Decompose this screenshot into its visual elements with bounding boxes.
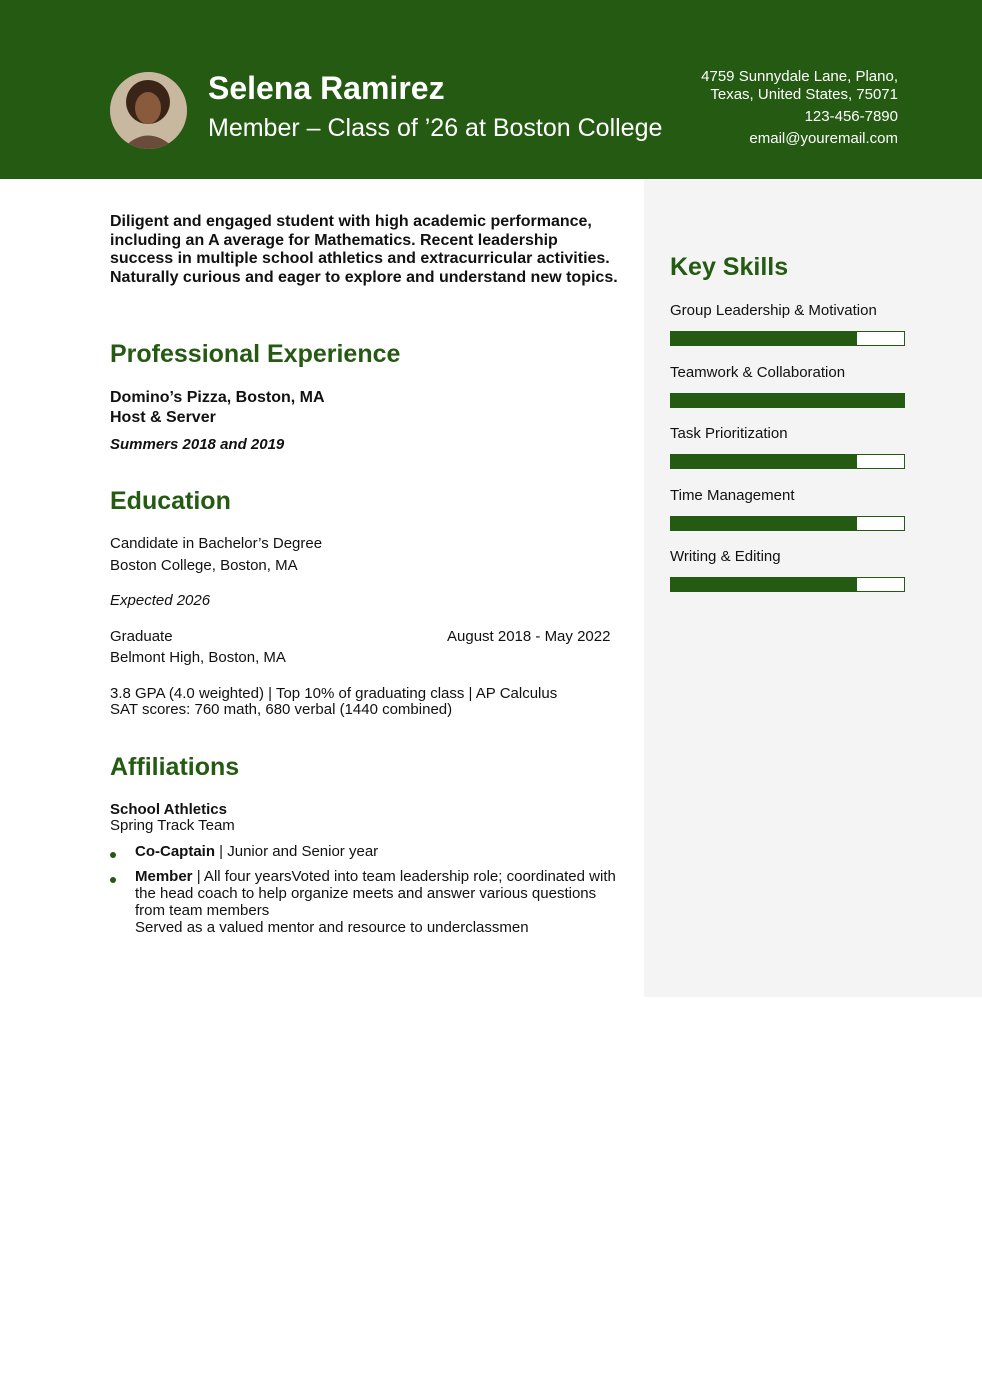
skill-bar-fill [671,578,857,591]
skill-bar [670,454,905,469]
hs-school: Belmont High, Boston, MA [110,649,286,666]
bullet-icon [110,852,116,858]
affiliation-team: Spring Track Team [110,817,235,834]
skill-bar [670,393,905,408]
affiliation-role: Member [135,868,193,885]
affiliation-list [110,843,630,944]
affiliation-detail: | Junior and Senior year [215,843,379,860]
person-name: Selena Ramirez [208,70,445,106]
list-item [110,843,630,860]
experience-dates: Summers 2018 and 2019 [110,436,285,453]
skill-bar-fill [671,517,857,530]
skill-label: Writing & Editing [670,548,781,565]
bullet-icon [110,877,116,883]
skill-bar [670,516,905,531]
affiliations-heading: Affiliations [110,753,240,781]
person-role: Member – Class of ’26 at Boston College [208,114,663,142]
education-heading: Education [110,487,231,515]
affiliation-role: Co-Captain [135,843,215,860]
college: Boston College, Boston, MA [110,557,298,574]
skill-bar-fill [671,332,857,345]
skill-bar-fill [671,394,904,407]
skill-label: Teamwork & Collaboration [670,363,846,381]
hs-label: Graduate [110,628,173,645]
affiliation-extra: Served as a valued mentor and resource to underclassmen [135,919,529,936]
email: email@youremail.com [749,130,898,147]
affiliation-group: School Athletics [110,801,227,818]
skills-heading: Key Skills [670,253,789,281]
company: Domino’s Pizza, Boston, MA [110,389,325,406]
degree: Candidate in Bachelor’s Degree [110,535,323,552]
experience-heading: Professional Experience [110,340,401,368]
skill-label: Group Leadership & Motivation [670,302,877,319]
skill-bar-fill [671,455,857,468]
skill-label: Task Prioritization [670,425,788,442]
experience-entry [110,388,325,428]
affiliation-detail: | All four yearsVoted into team leadership role; coordinated with the head coach to help organize meets and answer various questions from team members [135,868,616,919]
hs-dates: August 2018 - May 2022 [447,628,611,645]
expected-date: Expected 2026 [110,592,211,609]
phone: 123-456-7890 [804,108,898,125]
profile-photo [110,72,187,149]
address: 4759 Sunnydale Lane, Plano, Texas, United States, 75071 [701,68,898,103]
contact-block [658,68,898,148]
hs-sat-scores: SAT scores: 760 math, 680 verbal (1440 combined) [110,701,453,718]
list-item [110,868,630,936]
skill-label: Time Management [670,486,795,504]
skill-bar [670,577,905,592]
summary-text: Diligent and engaged student with high academic performance, including an A average for Mathematics. Recent leadership success in multiple school athletics and extracurricular activities. Naturally curious and eager to explore and understand new topics. [110,213,618,286]
header-banner [0,0,982,179]
skill-bar [670,331,905,346]
hs-achievements: 3.8 GPA (4.0 weighted) | Top 10% of graduating class | AP Calculus [110,685,558,702]
position: Host & Server [110,409,216,426]
